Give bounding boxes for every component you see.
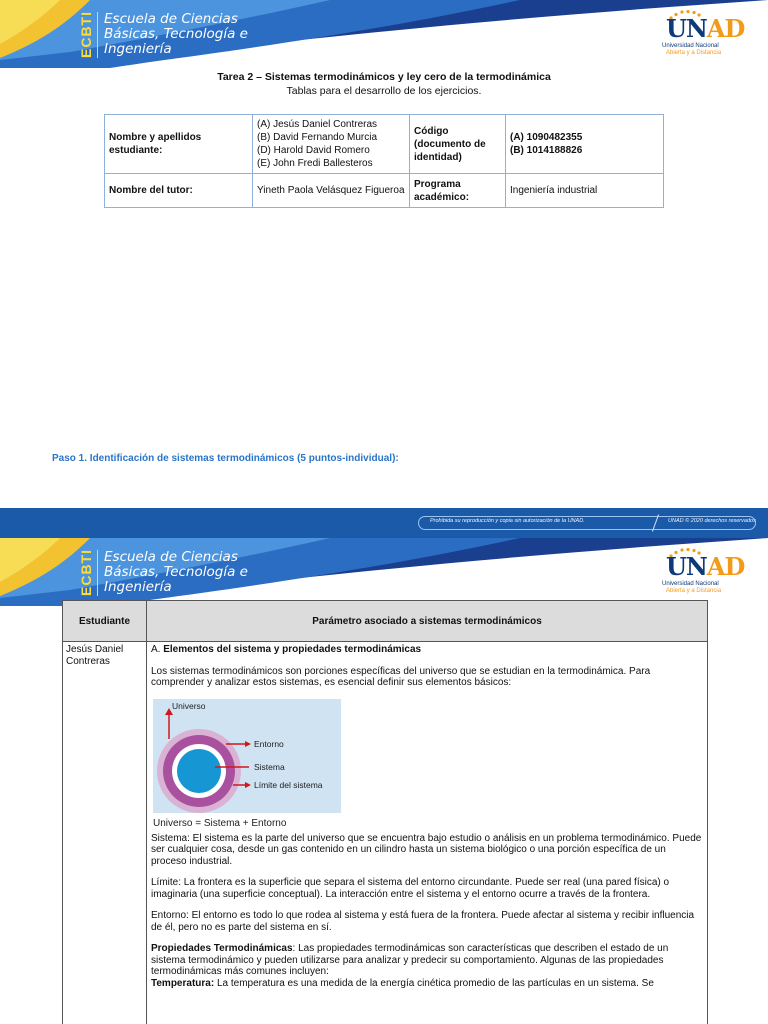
logo-un: UN [666,14,707,43]
section-heading [151,644,703,656]
logo-university-tagline: Abierta y a Distancia [666,588,722,594]
ecbti-vertical-label: ECBTI [78,549,94,597]
logo-university-tagline: Abierta y a Distancia [666,50,722,56]
logo-university-name: Universidad Nacional [662,43,719,49]
temperatura-text: La temperatura es una medida de la energía cinética promedio de las partículas en un sistema. Se [214,977,654,989]
table-row [105,174,664,208]
school-line: Ingeniería [104,579,172,595]
page-header-banner [0,0,768,68]
codes-list [506,115,664,174]
header-divider [97,550,98,596]
code-label: Código (documento de identidad) [410,115,506,174]
unad-logo [662,548,744,596]
label-entorno: Entorno [254,738,284,749]
column-header-student: Estudiante [63,601,147,642]
logo-ad: AD [706,552,745,581]
propiedades-text: : Las propiedades termodinámicas son características que describen el estado de un sistema termodinámico y pueden utilizarse para analizar y predecir su comportamiento. Algunas de las propiedades termodinámicas más comunes incluyen: [151,943,669,977]
intro-paragraph: Los sistemas termodinámicos son porciones específicas del universo que se estudian en la termodinámica. Para comprender y analizar estos sistemas, es esencial definir sus elementos básicos: [151,665,651,688]
label-limite: Límite del sistema [254,779,323,790]
logo-ad: AD [706,14,745,43]
program-label: Programa académico: [410,174,506,208]
student-name: (B) David Fernando Murcia [257,132,378,143]
student-code: (B) 1014188826 [510,145,583,156]
school-line: Escuela de Ciencias [104,549,238,565]
table-row [105,115,664,174]
student-cell: Jesús Daniel Contreras [63,642,147,1024]
page-header-banner [0,538,768,606]
school-name [104,550,248,595]
logo-wordmark [666,552,744,581]
paragraph-propiedades [151,943,703,978]
step-1-heading: Paso 1. Identificación de sistemas termodinámicos (5 puntos-individual): [52,453,399,464]
footer-rights-note: UNAD © 2020 derechos reservados [668,518,756,524]
paragraph-sistema: Sistema: El sistema es la parte del universo que se encuentra bajo estudio o análisis en un problema termodinámico. Puede ser cualquier cosa, desde un gas contenido en un cilindro hasta un sistema biológico o una porción específica de un proceso industrial. [151,832,702,867]
student-code: (A) 1090482355 [510,132,583,143]
system-diagram [153,699,341,829]
logo-un: UN [666,552,707,581]
program-name: Ingeniería industrial [506,174,664,208]
thermo-systems-table [62,600,708,1024]
header-divider [97,12,98,58]
table-row [63,642,708,1024]
paragraph-temperatura [151,978,703,990]
student-name: (A) Jesús Daniel Contreras [257,119,378,130]
diagram-caption: Universo = Sistema + Entorno [153,817,287,829]
school-line: Básicas, Tecnología e [104,564,248,580]
school-line: Básicas, Tecnología e [104,26,248,42]
student-name: (D) Harold David Romero [257,145,370,156]
label-sistema: Sistema [254,761,285,772]
section-title: Elementos del sistema y propiedades termodinámicas [163,644,422,655]
document-title: Tarea 2 – Sistemas termodinámicos y ley cero de la termodinámica [217,71,551,83]
paragraph-entorno: Entorno: El entorno es todo lo que rodea al sistema y está fuera de la frontera. Puede afectar al sistema y recibir influencia de él, pero no es parte del sistema en sí. [151,910,695,933]
table-header-row [63,601,708,642]
school-name [104,12,248,57]
document-subtitle: Tablas para el desarrollo de los ejercicios. [286,85,482,97]
unad-logo [662,10,744,58]
system-diagram-figure [153,699,341,829]
student-info-table [104,114,664,208]
propiedades-label: Propiedades Termodinámicas [151,943,293,954]
logo-wordmark [666,14,744,43]
logo-university-name: Universidad Nacional [662,581,719,587]
column-header-parameter: Parámetro asociado a sistemas termodinámicos [147,601,708,642]
page-footer-strip [0,508,768,538]
school-line: Escuela de Ciencias [104,11,238,27]
student-name: (E) John Fredi Ballesteros [257,158,373,169]
label-universo: Universo [172,700,206,711]
temperatura-label: Temperatura: [151,977,215,989]
students-list [253,115,410,174]
paragraph-limite: Límite: La frontera es la superficie que separa el sistema del entorno circundante. Puede ser real (una pared física) o imaginaria (una superficie conceptual). La interacción entre el sistema y el entorno ocurre a través de la frontera. [151,877,670,900]
parameter-cell [147,642,708,1024]
section-prefix: A. [151,644,164,655]
ecbti-vertical-label: ECBTI [78,11,94,59]
students-label: Nombre y apellidos estudiante: [105,115,253,174]
school-line: Ingeniería [104,41,172,57]
tutor-name: Yineth Paola Velásquez Figueroa [253,174,410,208]
footer-copyright-note: Prohibida su reproducción y copia sin autorización de la UNAD. [430,518,585,524]
tutor-label: Nombre del tutor: [105,174,253,208]
